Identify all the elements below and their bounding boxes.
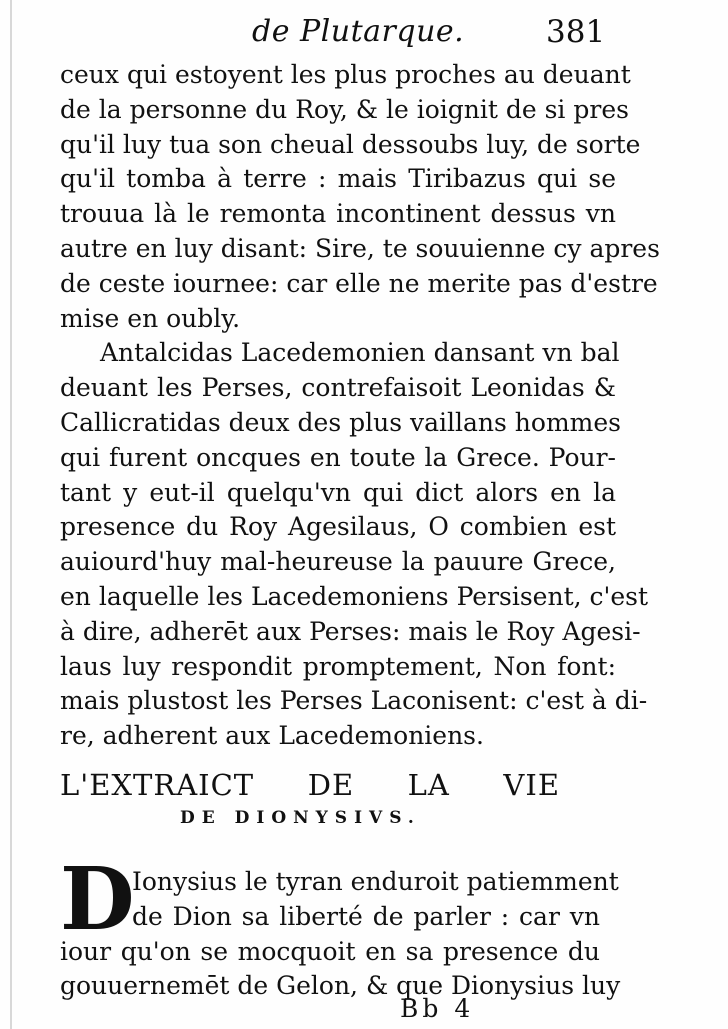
text-line: Callicratidas deux des plus vaillans hommes [60, 407, 621, 437]
page-header [0, 14, 728, 54]
main-text [60, 58, 660, 754]
page-number: 381 [546, 14, 606, 50]
page-gutter-shadow [10, 0, 12, 1029]
text-line: mais plustost les Perses Laconisent: c'est à di- [60, 686, 648, 716]
text-line: qu'il luy tua son cheual dessoubs luy, de sorte [60, 129, 641, 159]
text-line: gouuernemēt de Gelon, & que Dionysius luy [60, 971, 621, 1001]
text-line: autre en luy disant: Sire, te souuienne cy apres [60, 233, 660, 263]
text-line: presence du Roy Agesilaus, O combien est [60, 512, 616, 542]
text-line: Ionysius le tyran enduroit patiemment [132, 867, 619, 896]
text-line: Antalcidas Lacedemonien dansant vn bal [100, 338, 620, 368]
drop-cap: D [60, 849, 135, 950]
text-line: deuant les Perses, contrefaisoit Leonidas & [60, 373, 616, 403]
text-line: auiourd'huy mal-heureuse la pauure Grece, [60, 547, 616, 577]
text-line: qui furent oncques en toute la Grece. Pour- [60, 442, 616, 472]
text-line: qu'il tomba à terre : mais Tiribazus qui se [60, 164, 616, 194]
text-line: ceux qui estoyent les plus proches au deuant [60, 60, 631, 89]
text-line: mise en oubly. [60, 303, 241, 333]
text-line: de ceste iournee: car elle ne merite pas d'estre [60, 268, 658, 298]
signature-mark: Bb 4 [400, 994, 475, 1023]
paragraph-1 [60, 58, 660, 336]
text-line: iour qu'on se mocquoit en sa presence du [60, 936, 600, 966]
section-title: L'EXTRAICT DE LA VIE [60, 768, 560, 802]
paragraph-2 [60, 336, 649, 754]
text-line: à dire, adherēt aux Perses: mais le Roy Agesi- [60, 616, 641, 646]
text-line: trouua là le remonta incontinent dessus vn [60, 199, 616, 229]
running-title: de Plutarque. [252, 14, 465, 49]
text-line: tant y eut-il quelqu'vn qui dict alors en la [60, 477, 616, 507]
text-line: re, adherent aux Lacedemoniens. [60, 721, 484, 751]
text-line: de la personne du Roy, & le ioignit de si pres [60, 94, 629, 124]
text-line: de Dion sa liberté de parler : car vn [132, 901, 600, 931]
section-subtitle: DE DIONYSIVS. [180, 808, 421, 828]
text-line: laus luy respondit promptement, Non font: [60, 651, 616, 681]
paragraph-3 [60, 865, 621, 1004]
text-line: en laquelle les Lacedemoniens Persisent, c'est [60, 581, 649, 611]
